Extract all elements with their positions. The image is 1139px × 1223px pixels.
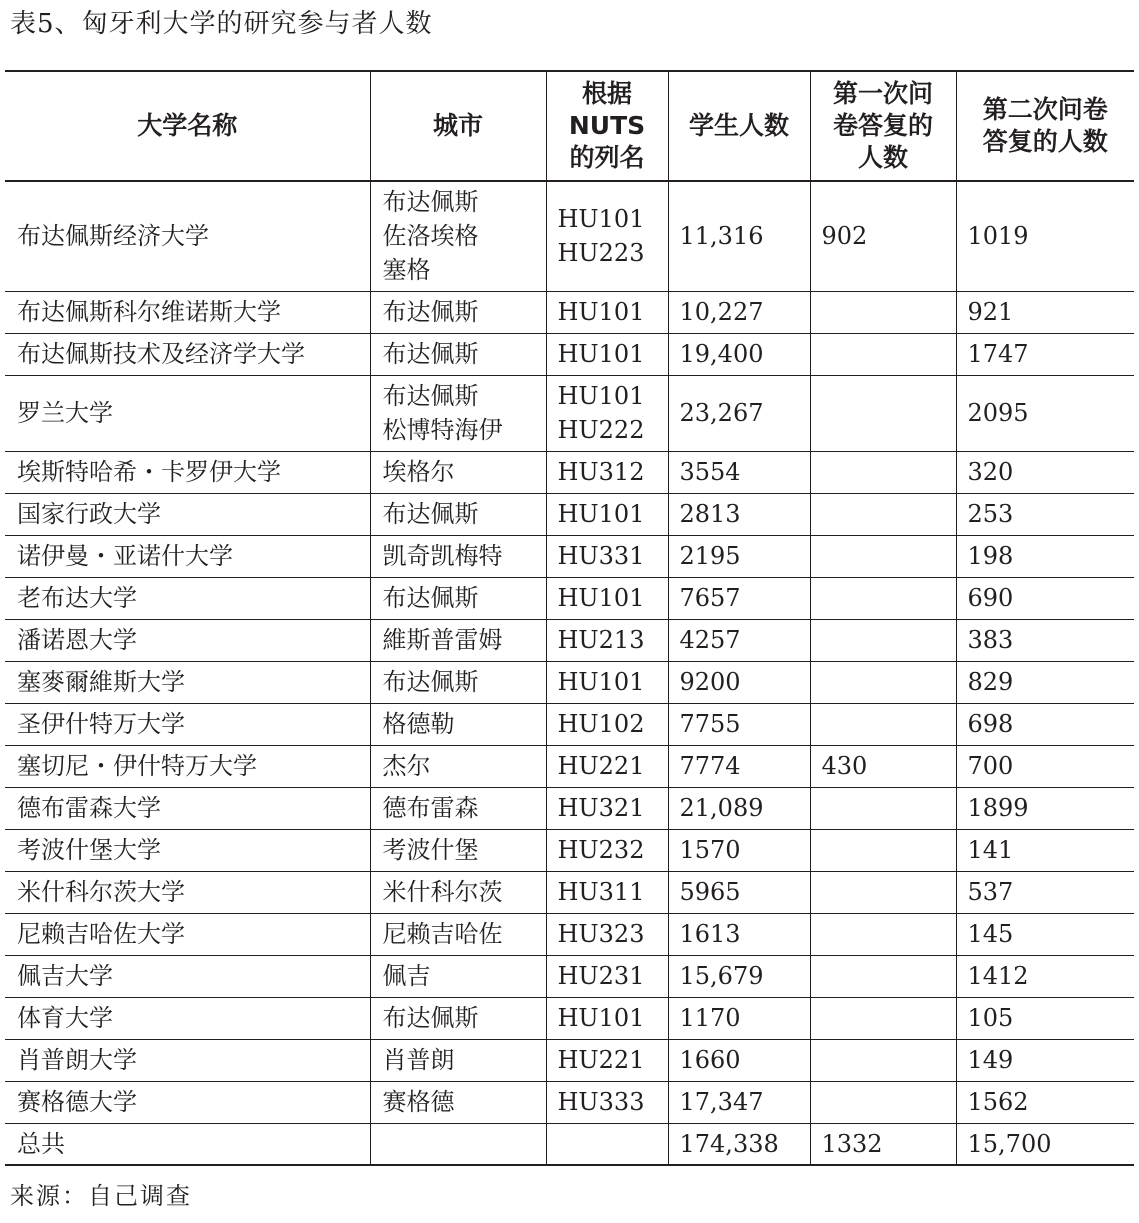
table-row — [5, 291, 1134, 333]
cell-name: 布达佩斯技术及经济学大学 — [5, 333, 370, 375]
header-city: 城市 — [370, 71, 546, 181]
cell-second-survey: 698 — [967, 710, 1014, 738]
table-row — [5, 997, 1134, 1039]
cell-nuts: HU323 — [546, 913, 668, 955]
cell-nuts: HU101 — [546, 333, 668, 375]
cell-second-survey: 145 — [967, 920, 1014, 948]
cell-second-survey: 2095 — [967, 399, 1029, 427]
table-row — [5, 661, 1134, 703]
cell-second-survey: 198 — [967, 542, 1014, 570]
cell-first-survey — [810, 703, 956, 745]
cell-name: 米什科尔茨大学 — [5, 871, 370, 913]
cell-first-survey — [810, 1081, 956, 1123]
cell-city: 布达佩斯 — [370, 577, 546, 619]
header-second-survey: 第二次问卷 答复的人数 — [982, 95, 1108, 156]
cell-nuts: HU101 — [546, 661, 668, 703]
cell-city: 考波什堡 — [370, 829, 546, 871]
cell-second-survey: 537 — [967, 878, 1014, 906]
cell-students: 21,089 — [668, 787, 810, 829]
cell-first-survey: 902 — [810, 181, 956, 291]
cell-name: 布达佩斯科尔维诺斯大学 — [5, 291, 370, 333]
cell-city: 杰尔 — [370, 745, 546, 787]
table-body — [5, 181, 1134, 1165]
cell-nuts: HU213 — [546, 619, 668, 661]
cell-second-survey: 1899 — [967, 794, 1029, 822]
cell-students: 15,679 — [668, 955, 810, 997]
table-row — [5, 1039, 1134, 1081]
cell-nuts: HU333 — [546, 1081, 668, 1123]
cell-first-survey — [810, 913, 956, 955]
cell-name: 诺伊曼・亚诺什大学 — [5, 535, 370, 577]
cell-name: 圣伊什特万大学 — [5, 703, 370, 745]
table-row — [5, 493, 1134, 535]
cell-city: 佩吉 — [370, 955, 546, 997]
cell-city: 布达佩斯 — [370, 291, 546, 333]
cell-city: 布达佩斯 — [370, 661, 546, 703]
cell-nuts: HU331 — [546, 535, 668, 577]
cell-second-survey: 1019 — [967, 222, 1029, 251]
cell-city: 布达佩斯 — [370, 333, 546, 375]
cell-city: 赛格德 — [370, 1081, 546, 1123]
cell-nuts: HU311 — [546, 871, 668, 913]
total-city — [370, 1123, 546, 1165]
cell-students: 2813 — [668, 493, 810, 535]
cell-first-survey — [810, 577, 956, 619]
cell-first-survey — [810, 661, 956, 703]
cell-second-survey: 383 — [967, 626, 1014, 654]
cell-second-survey: 105 — [967, 1004, 1014, 1032]
cell-nuts: HU101 HU223 — [546, 181, 668, 291]
cell-name: 尼赖吉哈佐大学 — [5, 913, 370, 955]
table-row — [5, 829, 1134, 871]
cell-city: 布达佩斯 松博特海伊 — [370, 375, 546, 451]
cell-first-survey — [810, 493, 956, 535]
table-row — [5, 535, 1134, 577]
cell-name: 老布达大学 — [5, 577, 370, 619]
cell-name: 考波什堡大学 — [5, 829, 370, 871]
cell-students: 11,316 — [668, 181, 810, 291]
cell-nuts: HU232 — [546, 829, 668, 871]
cell-students: 1660 — [668, 1039, 810, 1081]
cell-nuts: HU102 — [546, 703, 668, 745]
cell-city: 肖普朗 — [370, 1039, 546, 1081]
table-row — [5, 955, 1134, 997]
cell-city: 維斯普雷姆 — [370, 619, 546, 661]
table-caption: 表5、匈牙利大学的研究参与者人数 — [10, 9, 433, 39]
cell-first-survey — [810, 451, 956, 493]
cell-students: 1570 — [668, 829, 810, 871]
cell-first-survey — [810, 871, 956, 913]
cell-first-survey — [810, 829, 956, 871]
cell-students: 1170 — [668, 997, 810, 1039]
cell-second-survey: 141 — [967, 836, 1014, 864]
cell-city: 德布雷森 — [370, 787, 546, 829]
table-row — [5, 333, 1134, 375]
cell-second-survey: 921 — [967, 298, 1014, 326]
table-row — [5, 619, 1134, 661]
cell-students: 10,227 — [668, 291, 810, 333]
cell-first-survey — [810, 787, 956, 829]
cell-nuts: HU101 — [546, 577, 668, 619]
cell-first-survey — [810, 619, 956, 661]
cell-nuts: HU101 — [546, 291, 668, 333]
header-nuts: 根据 NUTS 的列名 — [546, 71, 668, 181]
cell-first-survey — [810, 1039, 956, 1081]
cell-first-survey — [810, 333, 956, 375]
cell-name: 国家行政大学 — [5, 493, 370, 535]
cell-first-survey — [810, 955, 956, 997]
table-row — [5, 181, 1134, 291]
cell-first-survey — [810, 375, 956, 451]
cell-students: 7755 — [668, 703, 810, 745]
cell-students: 1613 — [668, 913, 810, 955]
cell-nuts: HU221 — [546, 1039, 668, 1081]
cell-students: 7657 — [668, 577, 810, 619]
cell-city: 布达佩斯 — [370, 997, 546, 1039]
header-students: 学生人数 — [668, 71, 810, 181]
cell-nuts: HU221 — [546, 745, 668, 787]
cell-city: 布达佩斯 佐洛埃格 塞格 — [370, 181, 546, 291]
cell-students: 4257 — [668, 619, 810, 661]
cell-students: 3554 — [668, 451, 810, 493]
cell-nuts: HU312 — [546, 451, 668, 493]
cell-first-survey — [810, 291, 956, 333]
total-label: 总共 — [5, 1123, 370, 1165]
participants-table — [5, 70, 1134, 1166]
cell-students: 2195 — [668, 535, 810, 577]
total-second-survey: 15,700 — [967, 1129, 1052, 1158]
cell-name: 塞切尼・伊什特万大学 — [5, 745, 370, 787]
cell-students: 5965 — [668, 871, 810, 913]
table-row — [5, 375, 1134, 451]
cell-first-survey — [810, 535, 956, 577]
table-row — [5, 451, 1134, 493]
table-row — [5, 745, 1134, 787]
cell-second-survey: 1747 — [967, 340, 1029, 368]
cell-students: 17,347 — [668, 1081, 810, 1123]
cell-first-survey — [810, 997, 956, 1039]
cell-second-survey: 320 — [967, 458, 1014, 486]
total-students: 174,338 — [668, 1123, 810, 1165]
cell-name: 塞麥爾維斯大学 — [5, 661, 370, 703]
cell-city: 凯奇凯梅特 — [370, 535, 546, 577]
cell-name: 佩吉大学 — [5, 955, 370, 997]
cell-name: 罗兰大学 — [5, 375, 370, 451]
cell-name: 肖普朗大学 — [5, 1039, 370, 1081]
source-note: 来源：自己调查 — [10, 1182, 192, 1210]
table-row — [5, 1081, 1134, 1123]
cell-students: 7774 — [668, 745, 810, 787]
cell-second-survey: 1562 — [967, 1088, 1029, 1116]
cell-name: 赛格德大学 — [5, 1081, 370, 1123]
cell-name: 体育大学 — [5, 997, 370, 1039]
total-row — [5, 1123, 1134, 1165]
cell-second-survey: 690 — [967, 584, 1014, 612]
cell-nuts: HU231 — [546, 955, 668, 997]
cell-second-survey: 700 — [967, 752, 1014, 780]
header-first-survey: 第一次问 卷答复的 人数 — [810, 71, 956, 181]
total-nuts — [546, 1123, 668, 1165]
cell-name: 埃斯特哈希・卡罗伊大学 — [5, 451, 370, 493]
cell-city: 格德勒 — [370, 703, 546, 745]
cell-students: 19,400 — [668, 333, 810, 375]
cell-nuts: HU101 — [546, 997, 668, 1039]
header-university-name: 大学名称 — [5, 71, 370, 181]
cell-second-survey: 1412 — [967, 962, 1029, 990]
table-row — [5, 703, 1134, 745]
cell-nuts: HU321 — [546, 787, 668, 829]
cell-second-survey: 253 — [967, 500, 1014, 528]
cell-nuts: HU101 — [546, 493, 668, 535]
table-row — [5, 913, 1134, 955]
header-row — [5, 71, 1134, 181]
cell-second-survey: 829 — [967, 668, 1014, 696]
cell-first-survey: 430 — [810, 745, 956, 787]
cell-city: 尼赖吉哈佐 — [370, 913, 546, 955]
cell-nuts: HU101 HU222 — [546, 375, 668, 451]
cell-city: 米什科尔茨 — [370, 871, 546, 913]
cell-name: 布达佩斯经济大学 — [5, 181, 370, 291]
table-row — [5, 787, 1134, 829]
cell-city: 布达佩斯 — [370, 493, 546, 535]
cell-city: 埃格尔 — [370, 451, 546, 493]
total-first-survey: 1332 — [810, 1123, 956, 1165]
cell-students: 23,267 — [668, 375, 810, 451]
table-row — [5, 577, 1134, 619]
table-row — [5, 871, 1134, 913]
cell-students: 9200 — [668, 661, 810, 703]
cell-name: 潘诺恩大学 — [5, 619, 370, 661]
cell-name: 德布雷森大学 — [5, 787, 370, 829]
cell-second-survey: 149 — [967, 1046, 1014, 1074]
